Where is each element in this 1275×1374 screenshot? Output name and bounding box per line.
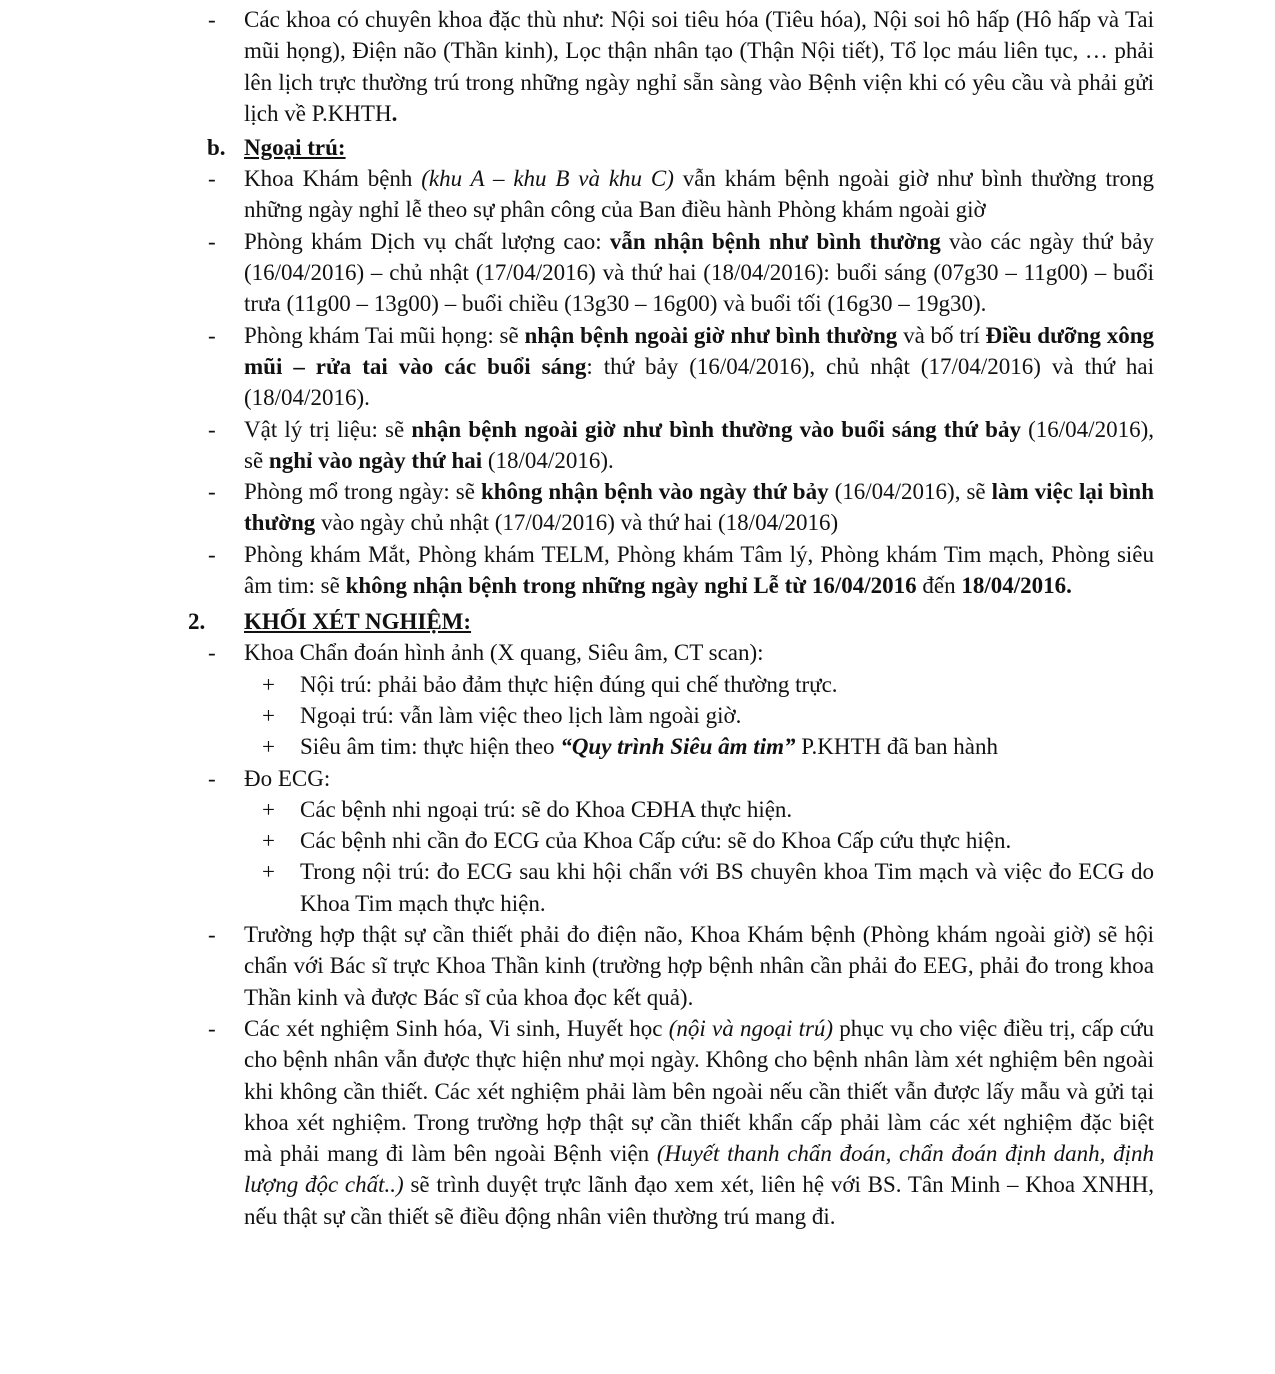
list-plus: +: [262, 671, 275, 697]
list-plus: +: [262, 796, 275, 822]
text-run: Các bệnh nhi cần đo ECG của Khoa Cấp cứu: sẽ do Khoa Cấp cứu thực hiện.: [300, 828, 1012, 854]
sub-item-text: [300, 669, 1154, 700]
text-run: đến: [916, 573, 962, 599]
text-run: (18/04/2016).: [482, 447, 614, 473]
text-run: phục vụ cho việc điều trị, cấp cứu cho bệnh nhân vẫn được thực hiện như mọi ngày. Không cho bệnh nhân làm xét nghiệm bên ngoài khi không cần thiết. Các xét nghiệm phải làm bên ngoài nếu cần thiết vẫn được lấy mẫu và gửi tại khoa xét nghiệm. Trong trường hợp thật sự cần thiết khẩn cấp phải làm các xét nghiệm đặc biệt mà phải mang đi làm bên ngoài Bệnh viện: [244, 1015, 1154, 1167]
list-item: [0, 1013, 1275, 1232]
text-run: Điều dưỡng xông mũi – rửa tai vào các buổi sáng: [244, 322, 1154, 379]
list-dash: -: [208, 228, 216, 254]
item-text: [244, 163, 1154, 226]
item-text: [244, 919, 1154, 1013]
sub-list-item: [0, 669, 1275, 700]
list-item: [0, 4, 1275, 129]
list-dash: -: [208, 1015, 216, 1041]
text-run: Trong nội trú: đo ECG sau khi hội chẩn với BS chuyên khoa Tim mạch và việc đo ECG do Khoa Tim mạch thực hiện.: [300, 859, 1154, 916]
section-heading-b: [0, 132, 1275, 163]
list-item: [0, 763, 1275, 794]
list-item: [0, 637, 1275, 668]
list-item: [0, 414, 1275, 477]
text-run: (nội và ngoại trú): [668, 1015, 834, 1041]
list-dash: -: [208, 416, 216, 442]
text-run: Các xét nghiệm Sinh hóa, Vi sinh, Huyết học: [244, 1015, 669, 1041]
list-item: [0, 163, 1275, 226]
sub-item-text: [300, 700, 1154, 731]
section-number: 2.: [188, 609, 206, 635]
text-run: (Huyết thanh chẩn đoán, chẩn đoán định danh, định lượng độc chất..): [244, 1141, 1154, 1198]
text-run: Phòng khám Dịch vụ chất lượng cao:: [244, 228, 610, 254]
text-run: Khoa Chẩn đoán hình ảnh (X quang, Siêu âm, CT scan):: [244, 640, 764, 666]
section-title: Ngoại trú:: [244, 135, 346, 161]
text-run: 18/04/2016.: [961, 573, 1072, 599]
list-plus: +: [262, 702, 275, 728]
list-dash: -: [208, 765, 216, 791]
list-dash: -: [208, 541, 216, 567]
text-run: “Quy trình Siêu âm tim”: [560, 734, 796, 760]
list-dash: -: [208, 166, 216, 192]
text-run: sẽ trình duyệt trực lãnh đạo xem xét, liên hệ với BS. Tân Minh – Khoa XNHH, nếu thật sự cần thiết sẽ điều động nhân viên thường trú mang đi.: [244, 1172, 1154, 1229]
text-run: (16/04/2016), sẽ: [244, 416, 1154, 473]
list-plus: +: [262, 828, 275, 854]
sub-list-item: [0, 731, 1275, 762]
text-run: (16/04/2016), sẽ: [828, 479, 992, 505]
text-run: Các bệnh nhi ngoại trú: sẽ do Khoa CĐHA thực hiện.: [300, 796, 793, 822]
item-text: [244, 539, 1154, 602]
list-item: [0, 539, 1275, 602]
item-text: [244, 320, 1154, 414]
text-run: Nội trú: phải bảo đảm thực hiện đúng qui chế thường trực.: [300, 671, 838, 697]
list-dash: -: [208, 479, 216, 505]
text-run: (khu A – khu B và khu C): [421, 166, 674, 192]
list-item: [0, 226, 1275, 320]
item-text: [244, 476, 1154, 539]
text-run: Vật lý trị liệu: sẽ: [244, 416, 412, 442]
text-run: nghỉ vào ngày thứ hai: [268, 447, 483, 473]
text-run: nhận bệnh ngoài giờ như bình thường: [524, 322, 898, 348]
text-run: : thứ bảy (16/04/2016), chủ nhật (17/04/2016) và thứ hai (18/04/2016).: [244, 353, 1154, 411]
text-run: Đo ECG:: [244, 765, 331, 791]
text-run: vẫn khám bệnh ngoài giờ như bình thường trong những ngày nghỉ lễ theo sự phân công của Ban điều hành Phòng khám ngoài giờ: [244, 166, 1154, 223]
document-page: [0, 4, 1275, 1232]
list-dash: -: [208, 7, 216, 32]
text-run: Các khoa có chuyên khoa đặc thù như: Nội soi tiêu hóa (Tiêu hóa), Nội soi hô hấp (Hô hấp và Tai mũi họng), Điện não (Thần kinh), Lọc thận nhân tạo (Thận Nội tiết), Tổ lọc máu liên tục, … phải lên lịch trực thường trú trong những ngày nghỉ sẵn sàng vào Bệnh viện khi có yêu cầu và phải gửi lịch về P.KHTH: [244, 7, 1154, 126]
text-run: vào các ngày thứ bảy (16/04/2016) – chủ nhật (17/04/2016) và thứ hai (18/04/2016): buổi sáng (07g30 – 11g00) – buổi trưa (11g00 – 13g00) – buổi chiều (13g30 – 16g00) và buổi tối (16g30 – 19g30).: [244, 228, 1155, 317]
item-text: [244, 226, 1154, 320]
text-run: và bố trí: [897, 322, 986, 348]
sub-list-item: [0, 794, 1275, 825]
text-run: Khoa Khám bệnh: [244, 166, 422, 192]
sub-item-text: [300, 856, 1154, 919]
list-plus: +: [262, 734, 275, 760]
list-dash: -: [208, 922, 216, 948]
text-run: vẫn nhận bệnh như bình thường: [609, 228, 941, 254]
text-run: P.KHTH đã ban hành: [795, 734, 998, 760]
text-run: vào ngày chủ nhật (17/04/2016) và thứ hai (18/04/2016): [315, 510, 839, 536]
sub-item-text: [300, 731, 1154, 762]
text-run: .: [391, 100, 398, 126]
sub-item-text: [300, 825, 1154, 856]
section-heading-2: [0, 606, 1275, 637]
text-run: không nhận bệnh vào ngày thứ bảy: [480, 479, 829, 505]
list-plus: +: [262, 859, 275, 885]
item-text: [244, 637, 1154, 668]
sub-item-text: [300, 794, 1154, 825]
sub-list-item: [0, 700, 1275, 731]
list-item: [0, 476, 1275, 539]
item-text: [244, 414, 1154, 477]
list-dash: -: [208, 322, 216, 348]
text-run: Phòng mổ trong ngày: sẽ: [244, 479, 481, 505]
section-title: KHỐI XÉT NGHIỆM:: [244, 609, 472, 635]
item-text: [244, 1013, 1154, 1232]
list-item: [0, 919, 1275, 1013]
text-run: Trường hợp thật sự cần thiết phải đo điện não, Khoa Khám bệnh (Phòng khám ngoài giờ) sẽ hội chẩn với Bác sĩ trực Khoa Thần kinh (trường hợp bệnh nhân cần phải đo EEG, phải đo trong khoa Thần kinh và được Bác sĩ của khoa đọc kết quả).: [244, 922, 1154, 1010]
list-item: [0, 320, 1275, 414]
text-run: Phòng khám Mắt, Phòng khám TELM, Phòng khám Tâm lý, Phòng khám Tim mạch, Phòng siêu âm tim: sẽ: [244, 541, 1154, 599]
text-run: nhận bệnh ngoài giờ như bình thường vào buổi sáng thứ bảy: [411, 416, 1021, 442]
text-run: Ngoại trú: vẫn làm việc theo lịch làm ngoài giờ.: [300, 702, 742, 728]
text-run: Phòng khám Tai mũi họng: sẽ: [244, 322, 525, 348]
item-text: [244, 763, 1154, 794]
sub-list-item: [0, 825, 1275, 856]
text-run: không nhận bệnh trong những ngày nghỉ Lễ từ 16/04/2016: [345, 573, 917, 599]
sub-list-item: [0, 856, 1275, 919]
item-text: [244, 4, 1154, 129]
text-run: làm việc lại bình thường: [244, 479, 1154, 536]
section-label: b.: [207, 135, 226, 161]
list-dash: -: [208, 640, 216, 666]
text-run: Siêu âm tim: thực hiện theo: [300, 734, 561, 760]
